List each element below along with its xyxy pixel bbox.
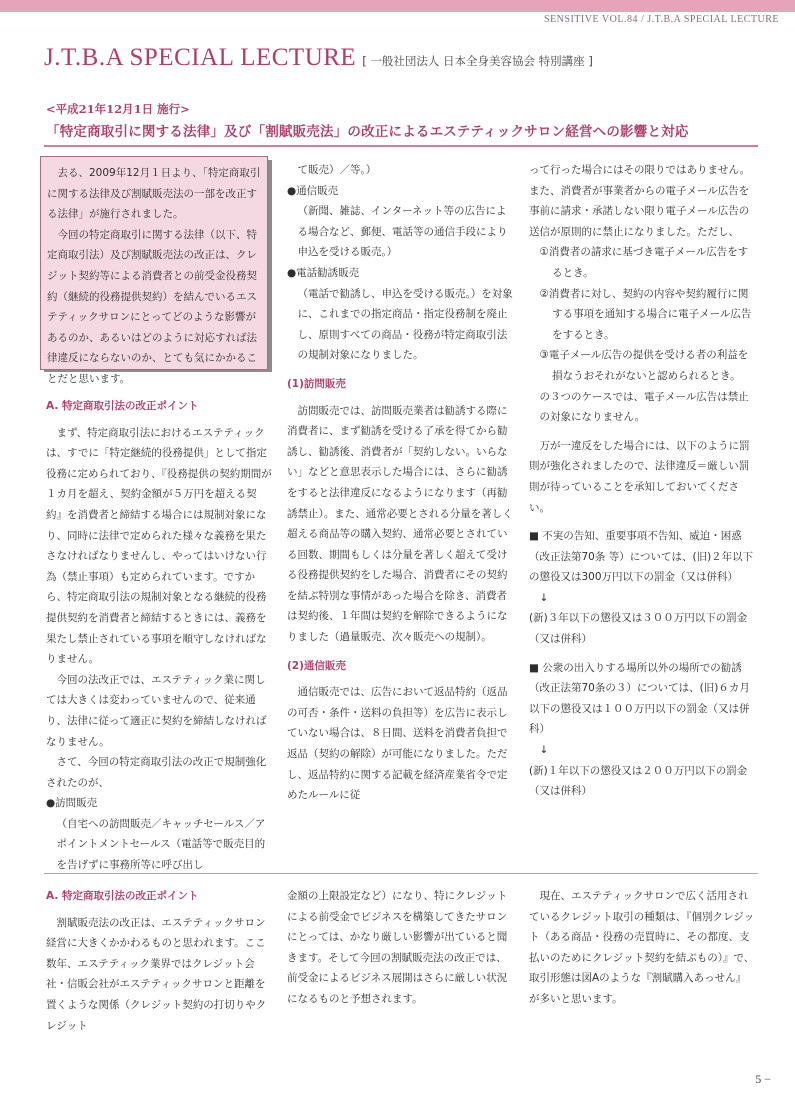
column-1 — [46, 388, 272, 876]
paragraph: まず、特定商取引法におけるエステティックは、すでに「特定継続的役務提供」として指定役務に定められており、『役務提供の契約期間が１カ月を超え、契約金額が５万円を超える契約』を消費者と締結する場合には規制対象になり、同時に法律で定められた様々な義務を果たさなければなりませんし、やってはいけない行為（禁止事項）も定められています。ですから、特定商取引法の規制対象となる継続的役務提供契約を消費者と締結するときには、義務を果たし禁止されている事項を順守しなければなりません。 — [46, 426, 272, 666]
paragraph: 万が一違反をした場合には、以下のように罰則が強化されましたので、法律違反＝厳しい罰則が待っていることを承知しておいてください。 — [529, 439, 750, 514]
subsection-heading: (2)通信販売 — [287, 659, 346, 672]
bottom-column-3 — [529, 886, 755, 1010]
brand-title: J.T.B.A SPECIAL LECTURE — [44, 44, 357, 71]
paragraph: って行った場合にはその限りではありません。また、消費者が事業者からの電子メール広告を事前に請求・承諾しない限り電子メール広告の送信が原則的に禁止になりました。ただし、 — [529, 164, 751, 238]
section-heading: A. 特定商取引法の改正ポイント — [46, 400, 199, 412]
penalty-item: ■ 公衆の出入りする場所以外の場所での勧誘（改正法第70条の３）については、(旧)６カ月以下の懲役又は１００万円以下の罰金（又は併科） — [529, 661, 750, 736]
bullet-description: （電話で勧誘し、申込を受ける販売。）を対象に、これまでの指定商品・指定役務制を廃止し、原則すべての商品・役務が特定商取引法の規制対象になりました。 — [297, 287, 513, 362]
intro-box-body — [40, 156, 268, 385]
bullet-description: （新聞、雑誌、インターネット等の広告による場合など、郵便、電話等の通信手段により申込を受ける販売。） — [297, 205, 508, 259]
intro-paragraph: 去る、2009年12月１日より、「特定商取引に関する法律及び割賦販売法の一部を改正する法律」が施行されました。 — [47, 167, 261, 221]
list-item: ②消費者に対し、契約の内容や契約履行に関する事項を通知する場合に電子メール広告をするとき。 — [539, 287, 752, 341]
page-number: 5 − — [755, 1072, 771, 1086]
paragraph: て販売）／等。） — [297, 164, 377, 176]
paragraph: 現在、エステティックサロンで広く活用されているクレジット取引の種類は、『個別クレジット（ある商品・役務の売買時に、その都度、支払いのためにクレジット契約を結ぶもの）』で、取引形態は図Aのような『割賦購入あっせん』が多いと思います。 — [529, 890, 755, 1005]
column-2 — [287, 160, 513, 806]
paragraph: 割賦販売法の改正は、エステティックサロン経営に大きくかかわるものと思われます。ここ数年、エステティック業界ではクレジット会社・信販会社がエステティックサロンと距離を置くような関係（クレジット契約の打切りやクレジット — [46, 916, 267, 1032]
bullet-heading: ●通信販売 — [287, 184, 339, 197]
bottom-column-2 — [287, 886, 513, 1010]
column-3 — [529, 160, 755, 802]
top-color-bar — [0, 0, 795, 12]
effective-date: <平成21年12月1日 施行> — [46, 102, 190, 116]
article-headline: 「特定商取引に関する法律」及び「割賦販売法」の改正によるエステティックサロン経営への影響と対応 — [46, 124, 689, 140]
section-heading: A. 特定商取引法の改正ポイント — [46, 890, 199, 902]
running-header: SENSITIVE VOL.84 / J.T.B.A SPECIAL LECTURE — [544, 14, 779, 25]
paragraph: 訪問販売では、訪問販売業者は勧誘する際に消費者に、まず勧誘を受ける了承を得てから勧誘し、勧誘後、消費者が「契約しない。いらない」などと意思表示した場合には、さらに勧誘をすると法律違反になるようになります（再勧誘禁止）。また、通常必要とされる分量を著しく超える商品等の購入契約、通常必要とされている回数、期間もしくは分量を著しく超えて受ける役務提供契約をした場合、消費者にその契約を結ぶ特別な事情があった場合を除き、消費者は契約後、１年間は契約を解除できるようになりました（過量販売、次々販売への規制）。 — [287, 404, 513, 644]
paragraph: さて、今回の特定商取引法の改正で規制強化されたのが、 — [46, 756, 267, 789]
paragraph: 通信販売では、広告において返品特約（返品の可否・条件・送料の負担等）を広告に表示していない場合は、８日間、送料を消費者負担で返品（契約の解除）が可能になりました。ただし、返品特約に関する記載を経済産業省令で定めたルールに従 — [287, 686, 508, 802]
masthead — [44, 44, 593, 72]
paragraph: の３つのケースでは、電子メール広告は禁止の対象になりません。 — [539, 390, 749, 424]
paragraph: 金額の上限設定など）になり、特にクレジットによる前受金でビジネスを構築してきたサロンにとっては、かなり厳しい影響が出ていると聞きます。そして今回の割賦販売法の改正では、前受金によるビジネス展開はさらに厳しい状況になるものと予想されます。 — [287, 890, 508, 1005]
bottom-column-1 — [46, 886, 272, 1036]
paragraph: 今回の法改正では、エステティック業に関しては大きくは変わっていませんので、従来通り、法律に従って適正に契約を締結しなければなりません。 — [46, 673, 267, 748]
section-divider — [44, 873, 758, 874]
bullet-description: （自宅への訪問販売／キャッチセールス／アポイントメントセールス（電話等で販売目的を告げずに事務所等に呼び出し — [56, 817, 266, 872]
brand-subtitle: [ 一般社団法人 日本全身美容協会 特別講座 ] — [362, 54, 593, 68]
list-item: ③電子メール広告の提供を受ける者の利益を損なうおそれがないと認められるとき。 — [539, 349, 749, 382]
penalty-new: (新)１年以下の懲役又は２００万円以下の罰金（又は併科） — [529, 764, 748, 798]
penalty-new: (新)３年以下の懲役又は３００万円以下の罰金（又は併科） — [529, 612, 748, 646]
headline-rule — [44, 145, 758, 147]
subsection-heading: (1)訪問販売 — [287, 377, 346, 390]
penalty-item: ■ 不実の告知、重要事項不告知、威迫・困惑（改正法第70条 等）については、(旧)２年以下の懲役又は300万円以下の罰金（又は併科） — [529, 530, 754, 584]
intro-paragraph: 今回の特定商取引に関する法律（以下、特定商取引法）及び割賦販売法の改正は、クレジット契約等による消費者との前受金役務契約（継続的役務提供契約）を結んでいるエステティックサロンにとってどのような影響があるのか、あるいはどのように対応すれば法律違反にならないのか、とても気にかかることだと思います。 — [47, 228, 257, 385]
down-arrow: ↓ — [539, 591, 549, 604]
bullet-heading: ●訪問販売 — [46, 797, 98, 810]
down-arrow: ↓ — [539, 744, 549, 757]
list-item: ①消費者の請求に基づき電子メール広告をするとき。 — [539, 246, 749, 279]
bullet-heading: ●電話勧誘販売 — [287, 266, 360, 279]
intro-box — [40, 156, 272, 385]
